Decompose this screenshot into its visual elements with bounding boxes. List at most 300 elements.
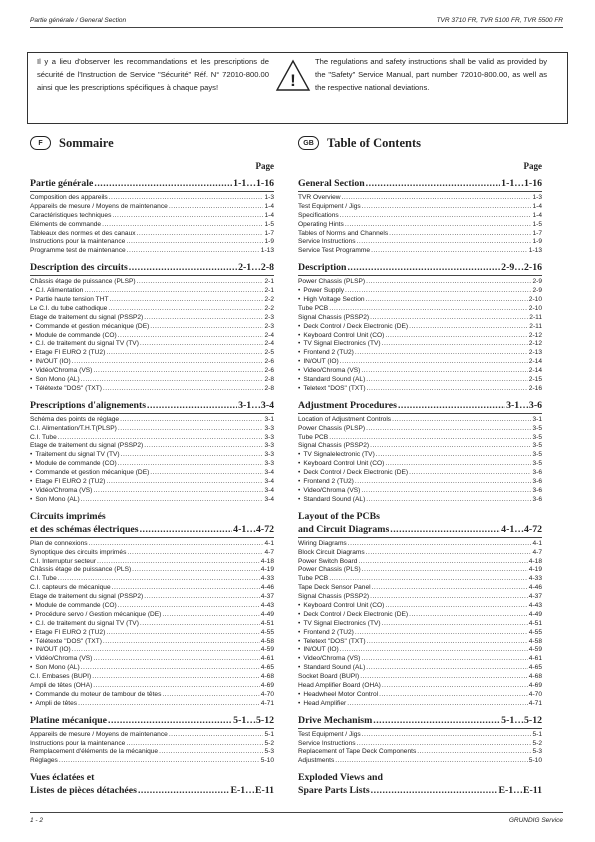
toc-entry[interactable] [30, 385, 274, 394]
toc-entry[interactable] [298, 673, 542, 682]
entry-title: • C.I. de traitement du signal TV (TV) [30, 620, 139, 629]
page-column-label: Page [255, 161, 274, 171]
toc-entry[interactable] [30, 691, 274, 700]
entry-page: 1-7 [532, 229, 542, 237]
toc-section [298, 771, 542, 797]
entry-title: • Procédure servo / Gestion mécanique (DE) [30, 611, 161, 620]
toc-entry[interactable] [298, 194, 542, 203]
entry-page: 2-4 [264, 340, 274, 348]
toc-entry[interactable] [30, 194, 274, 203]
toc-entry[interactable] [298, 434, 542, 443]
dot-leader [162, 691, 259, 700]
section-title: and Circuit Diagrams [298, 523, 390, 535]
toc-entry[interactable] [298, 287, 542, 296]
toc-entry[interactable] [298, 478, 542, 487]
entry-page: 2-3 [264, 322, 274, 330]
section-heading[interactable] [30, 261, 274, 274]
entry-page: 3-4 [264, 495, 274, 503]
entry-page: 4-68 [260, 673, 274, 681]
section-heading-line: Circuits imprimés [30, 510, 106, 522]
toc-entry[interactable] [298, 566, 542, 575]
section-title: Prescriptions d'alignements [30, 399, 147, 411]
toc-entry[interactable] [298, 593, 542, 602]
dot-leader [169, 203, 264, 212]
entry-title: • Deck Control / Deck Electronic (DE) [298, 611, 408, 620]
toc-entry[interactable] [298, 349, 542, 358]
toc-entry[interactable] [298, 620, 542, 629]
entry-page: 4-51 [528, 619, 542, 627]
entry-page: 4-55 [260, 628, 274, 636]
dot-leader [366, 296, 528, 305]
entry-title: C.I. Alimentation/T.H.T(PLSP) [30, 424, 117, 432]
toc-entry[interactable] [30, 416, 274, 425]
toc-entry[interactable] [298, 655, 542, 664]
toc-entry[interactable] [298, 646, 542, 655]
entry-title: Socket Board (BUPI) [298, 673, 360, 681]
entry-title: Service Instructions [298, 739, 356, 747]
entry-page: 4-65 [528, 664, 542, 672]
section-title: Drive Mechanism [298, 714, 373, 726]
toc-entry[interactable] [30, 664, 274, 673]
toc-entry[interactable] [298, 487, 542, 496]
entry-page: 4-19 [260, 566, 274, 574]
toc-entry[interactable] [30, 655, 274, 664]
entry-title: Tape Deck Sensor Panel [298, 584, 371, 592]
entry-page: 5-2 [264, 739, 274, 747]
toc-entry[interactable] [30, 593, 274, 602]
toc-entry[interactable] [298, 584, 542, 593]
entry-title: • Télétexte "DOS" (TXT) [30, 638, 102, 647]
toc-entry[interactable] [298, 385, 542, 394]
entry-title: Power Chassis (PLS) [298, 566, 361, 574]
toc-section [298, 261, 542, 394]
entry-title: Wiring Diagrams [298, 539, 347, 547]
toc-entry[interactable] [30, 221, 274, 230]
dot-leader [355, 478, 532, 487]
dot-leader [373, 714, 500, 727]
section-title: Listes de pièces détachées [30, 785, 137, 797]
entry-page: 3-1 [264, 415, 274, 423]
entry-title: • Head Amplifier [298, 700, 346, 709]
entry-page: 2-2 [264, 304, 274, 312]
entry-page: 3-3 [264, 433, 274, 441]
toc-entry[interactable] [298, 540, 542, 549]
toc-entry[interactable] [298, 296, 542, 305]
entry-title: Plan de connexions [30, 539, 88, 547]
toc-entry[interactable] [30, 230, 274, 239]
toc-title: Sommaire [59, 135, 114, 150]
entry-title: • Frontend 2 (TU2) [298, 478, 354, 487]
dot-leader [362, 566, 528, 575]
dot-leader [379, 691, 528, 700]
entry-page: 4-51 [260, 619, 274, 627]
dot-leader [140, 523, 233, 536]
entry-page: 4-58 [260, 637, 274, 645]
entry-page: 4-37 [528, 593, 542, 601]
entry-title: Le C.I. du tube cathodique [30, 304, 108, 312]
entry-page: 1-4 [264, 211, 274, 219]
toc-entry[interactable] [30, 358, 274, 367]
entry-title: • Vidéo/Chroma (VS) [30, 655, 92, 664]
entry-page: 1-3 [264, 194, 274, 201]
entry-title: • Ampli de têtes [30, 700, 77, 709]
toc-entry[interactable] [30, 757, 274, 766]
toc-entry[interactable] [30, 305, 274, 314]
toc-entry[interactable] [30, 349, 274, 358]
toc-entry[interactable] [30, 296, 274, 305]
entry-page: 4-70 [528, 690, 542, 698]
entry-title: • Commande du moteur de tambour de têtes [30, 691, 161, 700]
dot-leader [140, 620, 260, 629]
dot-leader [97, 558, 260, 567]
toc-entry[interactable] [30, 740, 274, 749]
entry-title: • Standard Sound (AL) [298, 376, 365, 385]
entry-title: Tube PCB [298, 575, 329, 583]
toc-section [298, 714, 542, 767]
section-rule [30, 275, 274, 276]
entry-title: • Partie haute tension THT [30, 296, 109, 305]
dot-leader [126, 238, 263, 247]
toc-entry[interactable] [30, 247, 274, 256]
toc-entry[interactable] [30, 558, 274, 567]
page-number: 1 - 2 [30, 817, 44, 824]
section-page-range: 1-1…1-16 [501, 178, 542, 189]
entry-title: Etage de traitement du signal (PSSP2) [30, 442, 144, 450]
toc-entry[interactable] [298, 367, 542, 376]
dot-leader [72, 646, 260, 655]
toc-entry[interactable] [30, 451, 274, 460]
entry-page: 2-2 [264, 296, 274, 304]
toc-entry[interactable] [30, 629, 274, 638]
entry-title: • Headwheel Motor Control [298, 691, 378, 700]
entry-page: 4-7 [264, 548, 274, 556]
page-footer [30, 817, 563, 824]
toc-entry[interactable] [298, 757, 542, 766]
section-rule [30, 191, 274, 192]
section-page-range: E-1…E-11 [498, 785, 542, 797]
dot-leader [372, 584, 528, 593]
section-page-range: 5-1…5-12 [233, 714, 274, 726]
toc-entry[interactable] [30, 566, 274, 575]
toc-entry[interactable] [298, 442, 542, 451]
toc-entry[interactable] [298, 376, 542, 385]
entry-page: 3-3 [264, 424, 274, 432]
toc-entry[interactable] [298, 278, 542, 287]
dot-leader [357, 238, 532, 247]
dot-leader [118, 602, 260, 611]
toc-entry[interactable] [298, 740, 542, 749]
toc-entry[interactable] [298, 602, 542, 611]
section-page-range: 5-1…5-12 [501, 714, 542, 726]
entry-title: Power Chassis (PLSP) [298, 278, 366, 286]
toc-entry[interactable] [30, 376, 274, 385]
dot-leader [126, 740, 263, 749]
entry-title: • Etage FI EURO 2 (TU2) [30, 478, 105, 487]
dot-leader [147, 399, 237, 412]
entry-page: 3-5 [532, 460, 542, 468]
toc-entry[interactable] [298, 629, 542, 638]
dot-leader [355, 629, 528, 638]
section-heading[interactable] [298, 399, 542, 412]
language-badge: GB [298, 136, 319, 150]
entry-page: 4-18 [528, 557, 542, 565]
entry-page: 4-1 [264, 539, 274, 547]
toc-entry[interactable] [298, 212, 542, 221]
entry-page: 4-33 [260, 575, 274, 583]
entry-title: • Module de commande (CO) [30, 460, 117, 469]
entry-page: 3-6 [532, 486, 542, 494]
toc-entry[interactable] [298, 496, 542, 505]
toc-entry[interactable] [30, 203, 274, 212]
entry-page: 4-49 [260, 610, 274, 618]
section-heading[interactable] [30, 177, 274, 190]
toc-entry[interactable] [30, 332, 274, 341]
entry-title: • Son Mono (AL) [30, 664, 80, 673]
toc-entry[interactable] [298, 314, 542, 323]
dot-leader [150, 323, 263, 332]
entry-page: 2-14 [528, 358, 542, 366]
toc-entry[interactable] [30, 278, 274, 287]
dot-leader [106, 349, 263, 358]
toc-entry[interactable] [298, 416, 542, 425]
entry-title: Programme test de maintenance [30, 247, 126, 255]
toc-entry[interactable] [298, 238, 542, 247]
warning-triangle-icon [275, 59, 311, 93]
entry-title: Appareils de mesure / Moyens de maintenance [30, 730, 168, 738]
entry-page: 3-3 [264, 442, 274, 450]
dot-leader [382, 682, 528, 691]
section-heading[interactable] [298, 261, 542, 274]
section-page-range: 4-1…4-72 [233, 523, 274, 535]
entry-page: 4-19 [528, 566, 542, 574]
dot-leader [366, 177, 501, 190]
section-title: Spare Parts Lists [298, 785, 370, 797]
entry-title: • Teletext "DOS" (TXT) [298, 638, 366, 647]
dot-leader [361, 367, 527, 376]
footer-brand: GRUNDIG Service [508, 817, 563, 824]
toc-entry[interactable] [30, 602, 274, 611]
toc-entry[interactable] [30, 478, 274, 487]
entry-title: • Vidéo/Chroma (VS) [30, 487, 92, 496]
toc-entry[interactable] [298, 247, 542, 256]
toc-entry[interactable] [30, 673, 274, 682]
dot-leader [340, 212, 532, 221]
header-rule [30, 27, 563, 28]
toc-entry[interactable] [30, 540, 274, 549]
dot-leader [398, 399, 505, 412]
dot-leader [138, 784, 230, 797]
section-title: Adjustment Procedures [298, 399, 397, 411]
entry-page: 3-5 [532, 451, 542, 459]
entry-title: Operating Hints [298, 220, 344, 228]
toc-entry[interactable] [30, 367, 274, 376]
entry-title: TVR Overview [298, 194, 341, 201]
section-page-range: 2-9…2-16 [501, 262, 542, 274]
entry-page: 4-46 [528, 584, 542, 592]
entry-title: C.I. Embases (BUPI) [30, 673, 92, 681]
toc-entry[interactable] [298, 469, 542, 478]
entry-title: • IN/OUT (IO) [298, 646, 339, 655]
dot-leader [118, 425, 264, 434]
toc-entry[interactable] [30, 584, 274, 593]
dot-leader [109, 194, 264, 203]
dot-leader [118, 460, 264, 469]
toc-entry[interactable] [298, 323, 542, 332]
toc-entry[interactable] [30, 611, 274, 620]
toc-entry[interactable] [30, 469, 274, 478]
toc-entry[interactable] [30, 323, 274, 332]
toc-entry[interactable] [298, 731, 542, 740]
page-header [30, 17, 563, 24]
entry-title: Composition des appareils [30, 194, 108, 201]
entry-title: C.I. Interruptur secteur [30, 557, 96, 565]
entry-page: 3-5 [532, 433, 542, 441]
toc-entry[interactable] [298, 358, 542, 367]
dot-leader [121, 451, 264, 460]
toc-entry[interactable] [30, 748, 274, 757]
section-heading[interactable] [30, 784, 274, 797]
toc-entry[interactable] [298, 549, 542, 558]
toc-entry[interactable] [30, 731, 274, 740]
toc-entry[interactable] [298, 451, 542, 460]
toc-entry[interactable] [30, 496, 274, 505]
entry-page: 2-9 [532, 278, 542, 286]
dot-leader [144, 442, 263, 451]
entry-title: Tableaux des normes et des canaux [30, 229, 136, 237]
toc-entry[interactable] [30, 700, 274, 709]
dot-leader [342, 194, 532, 203]
toc-entry[interactable] [298, 700, 542, 709]
toc-entry[interactable] [298, 682, 542, 691]
entry-page: 2-15 [528, 376, 542, 384]
toc-entry[interactable] [298, 638, 542, 647]
toc-entry[interactable] [30, 425, 274, 434]
dot-leader [127, 549, 263, 558]
toc-entry[interactable] [30, 682, 274, 691]
toc-entry[interactable] [298, 575, 542, 584]
section-rule [298, 537, 542, 538]
entry-page: 1-13 [528, 247, 542, 255]
dot-leader [358, 558, 527, 567]
entry-page: 3-6 [532, 469, 542, 477]
entry-page: 3-1 [532, 415, 542, 423]
entry-page: 4-71 [260, 699, 274, 707]
toc-entry[interactable] [298, 664, 542, 673]
section-page-range: 1-1…1-16 [233, 178, 274, 189]
toc-title: Table of Contents [327, 135, 421, 150]
entry-page: 4-61 [528, 655, 542, 663]
section-heading[interactable] [30, 399, 274, 412]
entry-title: C.I. Tube [30, 575, 57, 583]
toc-entry[interactable] [298, 425, 542, 434]
toc-entry[interactable] [298, 230, 542, 239]
entry-page: 3-5 [532, 442, 542, 450]
entry-page: 2-12 [528, 340, 542, 348]
entry-title: • Standard Sound (AL) [298, 496, 365, 505]
entry-title: Adjustments [298, 757, 335, 765]
section-heading[interactable] [298, 714, 542, 727]
toc-entry[interactable] [298, 558, 542, 567]
entry-title: • IN/OUT (IO) [30, 646, 71, 655]
section-rule [298, 275, 542, 276]
safety-notice-french: Il y a lieu d'observer les recommandations et les prescriptions de sécurité de l'Instruction de Service "Sécurité" Réf. N° 72010-800.00 ainsi que les prescriptions spécifiques à chaque pays! [37, 57, 269, 92]
entry-page: 1-4 [264, 202, 274, 210]
toc-entry[interactable] [30, 549, 274, 558]
toc-entry[interactable] [30, 620, 274, 629]
toc-entry[interactable] [298, 611, 542, 620]
entry-title: C.I. Tube [30, 433, 57, 441]
toc-entry[interactable] [298, 691, 542, 700]
toc-entry[interactable] [298, 460, 542, 469]
entry-page: 2-8 [264, 376, 274, 384]
dot-leader [108, 714, 232, 727]
section-heading-line: Layout of the PCBs [298, 510, 380, 522]
section-heading[interactable] [30, 714, 274, 727]
dot-leader [72, 358, 264, 367]
entry-page: 1-4 [532, 202, 542, 210]
section-heading[interactable] [298, 784, 542, 797]
toc-entry[interactable] [30, 212, 274, 221]
section-heading[interactable] [298, 523, 542, 536]
entry-title: • Traitement du signal TV (TV) [30, 451, 120, 460]
toc-entry[interactable] [298, 305, 542, 314]
toc-entry[interactable] [30, 575, 274, 584]
toc-entry[interactable] [30, 460, 274, 469]
toc-entry[interactable] [298, 221, 542, 230]
toc-entry[interactable] [30, 434, 274, 443]
dot-leader [329, 305, 528, 314]
entry-title: Signal Chassis (PSSP2) [298, 593, 370, 601]
toc-entry[interactable] [298, 748, 542, 757]
entry-title: Specifications [298, 211, 339, 219]
entry-page: 4-7 [532, 548, 542, 556]
entry-page: 3-5 [532, 424, 542, 432]
toc-section [30, 510, 274, 709]
dot-leader [81, 376, 264, 385]
toc-entry[interactable] [298, 340, 542, 349]
entry-title: • Power Supply [298, 287, 344, 296]
toc-entry[interactable] [30, 340, 274, 349]
toc-entry[interactable] [298, 332, 542, 341]
toc-entry[interactable] [30, 287, 274, 296]
entry-title: • Module de commande (CO) [30, 332, 117, 341]
dot-leader [58, 434, 264, 443]
dot-leader [355, 349, 528, 358]
dot-leader [366, 278, 531, 287]
dot-leader [340, 646, 528, 655]
toc-entry[interactable] [30, 238, 274, 247]
entry-page: 4-58 [528, 637, 542, 645]
warning-exclamation: ! [290, 71, 296, 90]
toc-entry[interactable] [30, 442, 274, 451]
toc-entry[interactable] [30, 314, 274, 323]
toc-entry[interactable] [30, 638, 274, 647]
toc-entry[interactable] [298, 203, 542, 212]
entry-title: • Commande et gestion mécanique (DE) [30, 469, 149, 478]
entry-title: • TV Signalelectronic (TV) [298, 451, 375, 460]
dot-leader [129, 261, 237, 274]
section-heading[interactable] [298, 177, 542, 190]
entry-title: • Commande et gestion mécanique (DE) [30, 323, 149, 332]
entry-title: • TV Signal Electronics (TV) [298, 620, 381, 629]
toc-entry[interactable] [30, 487, 274, 496]
dot-leader [376, 451, 532, 460]
language-badge: F [30, 136, 51, 150]
entry-page: 4-33 [528, 575, 542, 583]
safety-notice-box [27, 52, 568, 124]
toc-entry[interactable] [30, 646, 274, 655]
section-heading[interactable] [30, 523, 274, 536]
